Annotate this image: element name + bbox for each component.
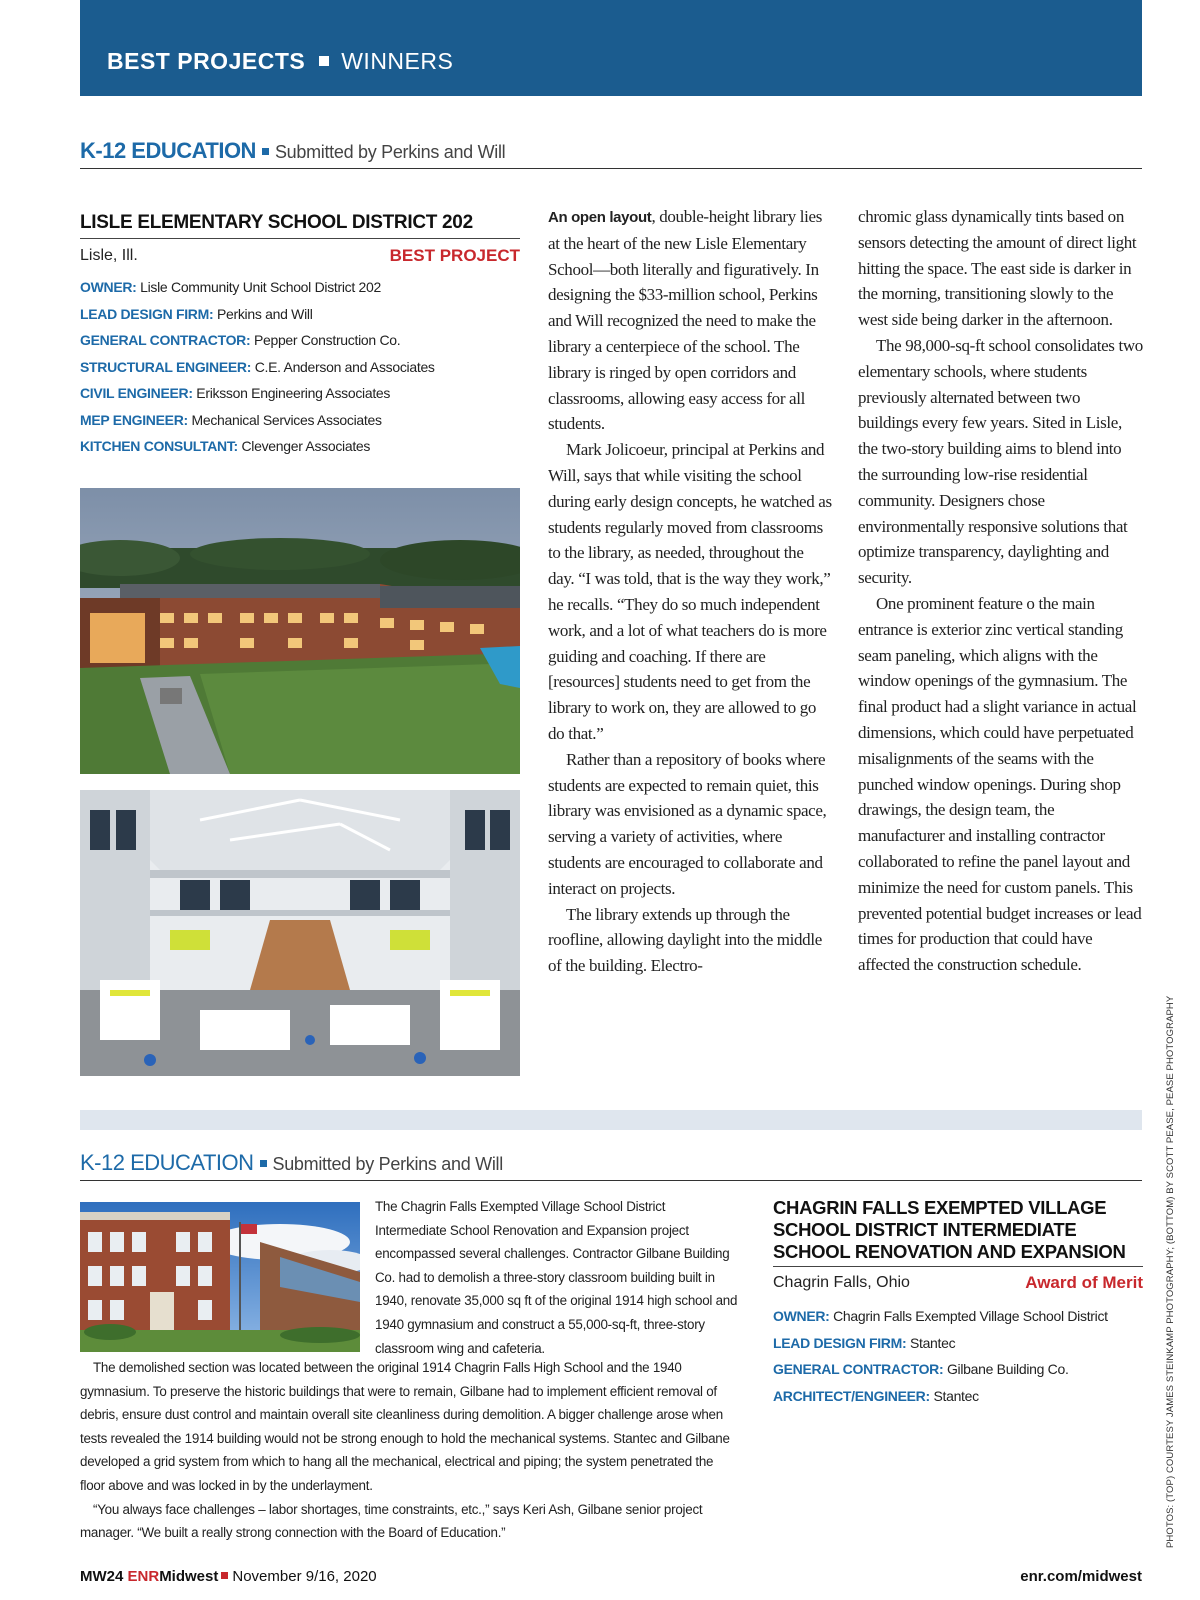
credit-row [773, 1303, 1143, 1330]
project-title: CHAGRIN FALLS EXEMPTED VILLAGE SCHOOL DISTRICT INTERMEDIATE SCHOOL RENOVATION AND EXPANSION [773, 1197, 1126, 1262]
paragraph-text: , double-height library lies at the heart of the new Lisle Elementary School—both literally and figuratively. In designing the $33-million school, Perkins and Will recognized the need to make the library a centerpiece of the school. The library is ringed by open corridors and classrooms, allowing easy access for all students. [548, 207, 822, 434]
credit-row [773, 1356, 1143, 1383]
project-location: Lisle, Ill. [80, 247, 138, 264]
credit-name: Eriksson Engineering Associates [196, 385, 391, 401]
credit-role: ARCHITECT/ENGINEER: [773, 1387, 930, 1404]
credit-name: Pepper Construction Co. [253, 332, 401, 348]
paragraph: The 98,000-sq-ft school consolidates two elementary schools, where students previously alternated between two buildings every few years. Sited in Lisle, the two-story building aims to blend into the surrounding low-rise residential community. Designers chose environmentally responsive solutions that optimize transparency, daylighting and security. [858, 335, 1143, 588]
header-banner [80, 0, 1142, 96]
enr-logo: ENR [127, 1568, 160, 1585]
credit-role: STRUCTURAL ENGINEER: [80, 358, 252, 375]
paragraph: The Chagrin Falls Exempted Village School District Intermediate School Renovation and Expansion project encompassed several challenges. Contractor Gilbane Building Co. had to demolish a three-story classroom building built in 1940, renovate 35,000 sq ft of the original 1914 high school and 1940 gymnasium and construct a 55,000-sq-ft, three-story classroom wing and cafeteria. [375, 1199, 738, 1356]
credit-name: Mechanical Services Associates [191, 411, 382, 428]
credit-role: KITCHEN CONSULTANT: [80, 438, 238, 454]
credits-list [773, 1303, 1143, 1409]
credit-name: Perkins and Will [216, 305, 313, 322]
school-exterior-photo [80, 488, 520, 774]
submitted-by: Submitted by Perkins and Will [274, 142, 506, 162]
section-heading-2 [80, 1150, 1142, 1181]
project1-column-2 [858, 204, 1143, 978]
paragraph: Mark Jolicoeur, principal at Perkins and Will, says that while visiting the school during early design concepts, he watched as students regularly moved from classrooms to the library, as needed, throughout the day. “I was told, that is the way they work,” he recalls. “They do so much independent work, and a lot of what teachers do is more guiding and coaching. If there are [resources] students need to get from the library to work on, they are allowed to go do that.” [548, 440, 832, 743]
credit-row [80, 301, 520, 328]
submitted-by: Submitted by Perkins and Will [272, 1154, 503, 1174]
project2-intro [375, 1195, 740, 1360]
credit-row [80, 433, 520, 460]
title-rule [773, 1266, 1143, 1267]
credit-role: MEP ENGINEER: [80, 411, 188, 428]
section-heading-1 [80, 138, 1142, 169]
credit-name: Stantec [933, 1387, 979, 1404]
credit-name: C.E. Anderson and Associates [254, 358, 435, 375]
credit-row [80, 354, 520, 381]
credit-name: Clevenger Associates [241, 438, 371, 454]
category-label: K-12 EDUCATION [80, 1150, 254, 1175]
credit-role: OWNER: [80, 279, 137, 295]
credit-name: Stantec [909, 1334, 956, 1351]
credit-role: GENERAL CONTRACTOR: [80, 332, 251, 348]
credit-name: Chagrin Falls Exempted Village School District [833, 1308, 1108, 1324]
credit-row [773, 1330, 1143, 1357]
credit-name: Lisle Community Unit School District 202 [140, 279, 381, 295]
credit-role: GENERAL CONTRACTOR: [773, 1361, 944, 1377]
footer-url: enr.com/midwest [1020, 1568, 1142, 1585]
credit-name: Gilbane Building Co. [946, 1361, 1069, 1377]
award-badge: Award of Merit [1025, 1273, 1143, 1292]
project-title: LISLE ELEMENTARY SCHOOL DISTRICT 202 [80, 212, 473, 233]
lead-in: An open layout [548, 209, 652, 226]
project1-column-1 [548, 204, 833, 979]
category-label: K-12 EDUCATION [80, 138, 256, 163]
credit-row [773, 1383, 1143, 1410]
title-rule [80, 238, 520, 239]
paragraph: Rather than a repository of books where students are expected to remain quiet, this library was envisioned as a dynamic space, serving a variety of activities, where students are encouraged to collaborate and interact on projects. [548, 749, 827, 898]
credit-role: OWNER: [773, 1308, 830, 1324]
credit-row [80, 380, 520, 407]
issue-date: November 9/16, 2020 [232, 1568, 377, 1585]
photo-credit: PHOTOS: (TOP) COURTESY JAMES STEINKAMP PHOTOGRAPHY; (BOTTOM) BY SCOTT PEASE, PEASE PHOTOGRAPHY [1165, 995, 1176, 1548]
category-square [260, 1160, 267, 1167]
section-divider [80, 1110, 1142, 1130]
paragraph: One prominent feature o the main entrance is exterior zinc vertical standing seam paneling, which aligns with the window openings of the gymnasium. The final product had a slight variance in actual dimensions, which could have perpetuated misalignments of the seams with the punched window openings. During shop drawings, the design team, the manufacturer and installing contractor collaborated to refine the panel layout and minimize the need for custom panels. This prevented potential budget increases or lead times for production that could have affected the construction schedule. [858, 593, 1142, 975]
project2-body [80, 1356, 740, 1545]
banner-primary: BEST PROJECTS [107, 48, 306, 74]
paragraph: The library extends up through the roofline, allowing daylight into the middle of the building. Electro- [548, 904, 822, 976]
paragraph: chromic glass dynamically tints based on sensors detecting the amount of direct light hitting the space. The east side is darker in the morning, transitioning slowly to the west side being darker in the afternoon. [858, 207, 1137, 330]
credit-row [80, 407, 520, 434]
paragraph: The demolished section was located between the original 1914 Chagrin Falls High School and the 1940 gymnasium. To preserve the historic buildings that were to remain, Gilbane had to implement efficient removal of debris, ensure dust control and maintain overall site cleanliness during demolition. A bigger challenge arose when tests revealed the 1914 building would not be strong enough to hold the mechanical systems. Stantec and Gilbane developed a grid system from which to hang all the mechanical, electrical and piping; the system penetrated the floor above and was locked in by the underlayment. [80, 1360, 730, 1493]
page-number: MW24 [80, 1568, 124, 1585]
paragraph [548, 204, 833, 437]
project-location: Chagrin Falls, Ohio [773, 1274, 910, 1291]
paragraph: “You always face challenges – labor shortages, time constraints, etc.,” says Keri Ash, Gilbane senior project manager. “We built a really strong connection with the Board of Education.” [80, 1501, 703, 1541]
footer-folio [80, 1568, 377, 1585]
credit-row [80, 327, 520, 354]
credit-role: LEAD DESIGN FIRM: [773, 1334, 907, 1351]
banner-text [107, 48, 453, 75]
credit-row [80, 274, 520, 301]
category-square [262, 148, 269, 155]
footer-square [221, 1572, 228, 1579]
chagrin-falls-building-photo [80, 1202, 360, 1352]
award-badge: BEST PROJECT [389, 246, 520, 265]
credit-role: LEAD DESIGN FIRM: [80, 305, 214, 322]
midwest-label: Midwest [159, 1568, 219, 1585]
banner-secondary: WINNERS [341, 48, 454, 74]
banner-square [319, 56, 329, 66]
credit-role: CIVIL ENGINEER: [80, 385, 193, 401]
credits-list [80, 274, 520, 460]
library-interior-photo [80, 790, 520, 1076]
